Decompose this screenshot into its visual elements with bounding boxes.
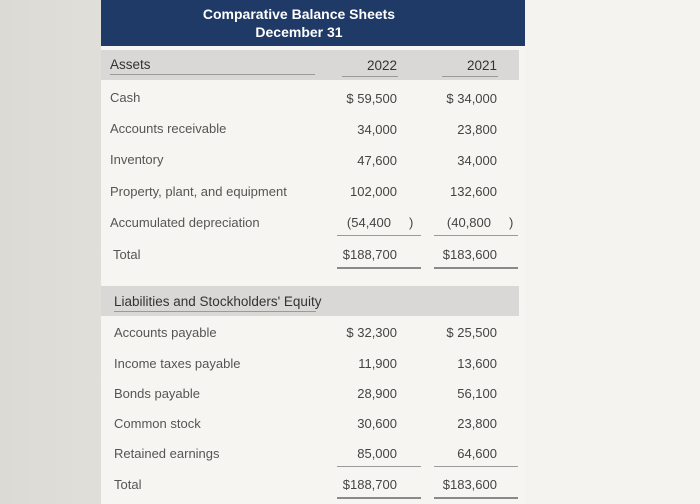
- asset-2022-depreciation: (54,400: [346, 215, 391, 230]
- liability-2021-accounts-payable: $ 25,500: [446, 325, 497, 340]
- liability-label-bonds: Bonds payable: [114, 386, 201, 401]
- asset-2022-total: $188,700: [342, 247, 397, 262]
- asset-2022-ppe: 102,000: [350, 184, 397, 199]
- liability-2021-common-stock: 23,800: [457, 416, 497, 431]
- asset-2022-cash: $ 59,500: [346, 91, 397, 106]
- liability-2021-total-line: [434, 497, 518, 499]
- asset-2021-ppe: 132,600: [450, 184, 497, 199]
- asset-2021-receivable: 23,800: [457, 122, 497, 137]
- table-header: [101, 0, 525, 46]
- liabilities-heading: Liabilities and Stockholders' Equity: [114, 294, 322, 309]
- asset-2021-subtotal-line: [434, 235, 518, 236]
- liability-2022-retained-earnings: 85,000: [357, 446, 397, 461]
- liability-2022-subtotal-line: [337, 466, 421, 467]
- asset-label-ppe: Property, plant, and equipment: [110, 184, 287, 199]
- liability-2022-income-taxes: 11,900: [358, 356, 397, 371]
- asset-2022-depreciation-paren: ): [409, 215, 414, 230]
- asset-2022-inventory: 47,600: [357, 153, 397, 168]
- liability-2022-accounts-payable: $ 32,300: [346, 325, 397, 340]
- liability-2021-income-taxes: 13,600: [457, 356, 497, 371]
- liability-label-common-stock: Common stock: [114, 416, 201, 431]
- liability-label-retained-earnings: Retained earnings: [114, 446, 220, 461]
- assets-heading: Assets: [110, 57, 151, 72]
- asset-2021-depreciation-paren: ): [509, 215, 514, 230]
- background-pane: [525, 0, 700, 504]
- year-2021-header: 2021: [466, 58, 497, 73]
- table-title: Comparative Balance Sheets: [202, 6, 396, 22]
- liability-2022-common-stock: 30,600: [357, 416, 397, 431]
- liability-2021-bonds: 56,100: [457, 386, 497, 401]
- assets-heading-underline: [110, 74, 315, 75]
- liability-2021-total: $183,600: [442, 477, 497, 492]
- asset-label-cash: Cash: [110, 90, 141, 105]
- year-2021-underline: [442, 76, 498, 77]
- liability-2021-subtotal-line: [434, 466, 518, 467]
- table-subtitle: December 31: [255, 24, 343, 40]
- liabilities-heading-underline: [114, 311, 316, 312]
- year-2022-header: 2022: [366, 58, 397, 73]
- liability-2022-bonds: 28,900: [357, 386, 397, 401]
- liability-label-total: Total: [114, 477, 142, 492]
- asset-2022-subtotal-line: [337, 235, 421, 236]
- asset-label-total: Total: [113, 247, 141, 262]
- liability-2022-total: $188,700: [342, 477, 397, 492]
- year-2022-underline: [342, 76, 398, 77]
- asset-label-inventory: Inventory: [110, 152, 164, 167]
- liability-label-income-taxes: Income taxes payable: [114, 356, 241, 371]
- asset-2021-inventory: 34,000: [457, 153, 497, 168]
- asset-2021-cash: $ 34,000: [446, 91, 497, 106]
- asset-2022-receivable: 34,000: [357, 122, 397, 137]
- asset-label-depreciation: Accumulated depreciation: [110, 215, 260, 230]
- asset-2022-total-line: [337, 267, 421, 269]
- liability-2022-total-line: [337, 497, 421, 499]
- asset-2021-total: $183,600: [442, 247, 497, 262]
- liability-label-accounts-payable: Accounts payable: [114, 325, 217, 340]
- liability-2021-retained-earnings: 64,600: [457, 446, 497, 461]
- asset-2021-depreciation: (40,800: [446, 215, 491, 230]
- asset-2021-total-line: [434, 267, 518, 269]
- asset-label-receivable: Accounts receivable: [110, 121, 227, 136]
